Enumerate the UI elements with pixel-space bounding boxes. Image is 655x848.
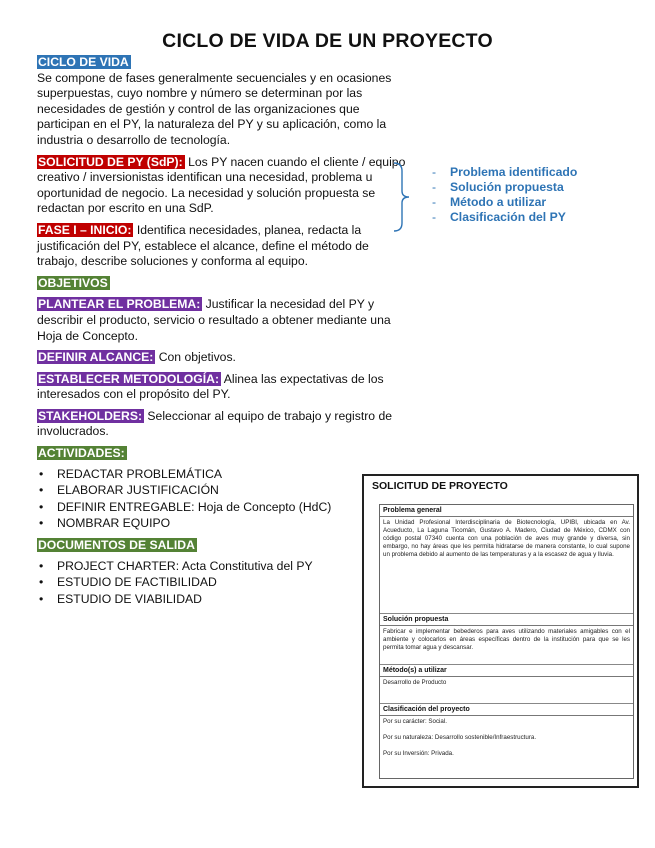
actividades-list	[37, 466, 407, 532]
plantear-text: Justificar la necesidad del PY y describir el producto, servicio o resultado a obtener mediante una Hoja de Concepto.	[37, 297, 391, 343]
alcance-label: DEFINIR ALCANCE:	[38, 350, 154, 365]
solucion-section	[380, 614, 633, 665]
metodo-body: Desarrollo de Producto	[383, 679, 447, 686]
documentos-section	[37, 538, 407, 607]
objetivos-label: OBJETIVOS	[38, 275, 108, 290]
stakeholders-label: STAKEHOLDERS:	[38, 408, 143, 423]
list-item: • ESTUDIO DE FACTIBILIDAD	[37, 574, 407, 591]
stakeholders-text: Seleccionar al equipo de trabajo y registro de involucrados.	[37, 408, 393, 439]
documentos-label: DOCUMENTOS DE SALIDA	[38, 538, 195, 553]
metodo-heading: Método(s) a utilizar	[380, 665, 633, 677]
main-column	[37, 55, 407, 611]
plantear-label: PLANTEAR EL PROBLEMA:	[38, 297, 201, 312]
stakeholders-section	[37, 409, 407, 440]
problema-section	[380, 505, 633, 614]
list-item: • PROJECT CHARTER: Acta Constitutiva del PY	[37, 558, 407, 575]
ciclo-label: CICLO DE VIDA	[38, 55, 129, 69]
ciclo-text: Se compone de fases generalmente secuenciales y en ocasiones superpuestas, cuyo nombre y número se determinan por las necesidades de gestión y control de las organizaciones que participan en el PY, la naturaleza del PY y su aplicación, como la industria o desarrollo de tecnología.	[37, 70, 392, 147]
actividades-label: ACTIVIDADES:	[38, 446, 125, 461]
actividades-section	[37, 446, 407, 532]
alcance-section	[37, 350, 407, 366]
form-title: SOLICITUD DE PROYECTO	[372, 480, 508, 492]
clasif-line: Por su Inversión: Privada.	[383, 750, 454, 758]
list-item: - Solución propuesta	[432, 179, 564, 194]
page-title: CICLO DE VIDA DE UN PROYECTO	[162, 30, 493, 52]
solicitud-form-image	[362, 474, 639, 788]
clasif-section	[380, 704, 633, 778]
alcance-text: Con objetivos.	[155, 350, 236, 365]
list-item: • DEFINIR ENTREGABLE: Hoja de Concepto (HdC)	[37, 499, 407, 516]
problema-heading: Problema general	[380, 505, 633, 517]
objetivos-section	[37, 276, 407, 292]
solucion-heading: Solución propuesta	[380, 614, 633, 626]
clasif-body	[380, 716, 633, 778]
plantear-section	[37, 297, 407, 344]
fase-label: FASE I – INICIO:	[38, 222, 132, 237]
fase-section	[37, 223, 407, 270]
ciclo-section	[37, 55, 407, 149]
solucion-body: Fabricar e implementar bebederos para aves utilizando materiales amigables con el ambiente y colocarlos en áreas específicas dentro de la institución para que se les permita tomar agua y descansar.	[383, 628, 630, 652]
metodologia-text: Alinea las expectativas de los interesados con el propósito del PY.	[37, 371, 384, 402]
clasif-heading: Clasificación del proyecto	[380, 704, 633, 716]
clasif-line: Por su carácter: Social.	[383, 718, 447, 725]
list-item: • ESTUDIO DE VIABILIDAD	[37, 591, 407, 608]
form-table	[379, 504, 634, 779]
list-item: • NOMBRAR EQUIPO	[37, 515, 407, 532]
list-item: - Método a utilizar	[432, 194, 547, 209]
problema-body: La Unidad Profesional Interdisciplinaria de Biotecnología, UPIBI, ubicada en Av. Acueducto, La Laguna Ticomán, Gustavo A. Madero, Ciudad de México, CDMX con código postal 07340 cuenta con una población de aves muy grande y diversa, sin embargo, no hay áreas que les permita hidratarse de manera constante, lo cual supone un problema debido al aumento de las temperaturas y a la escasez de agua y lluvia.	[383, 519, 630, 559]
list-item: • ELABORAR JUSTIFICACIÓN	[37, 482, 407, 499]
clasif-line: Por su naturaleza: Desarrollo sostenible/Infraestructura.	[383, 734, 537, 742]
metodologia-label: ESTABLECER METODOLOGÍA:	[38, 371, 220, 386]
metodo-section	[380, 665, 633, 704]
fase-text: Identifica necesidades, planea, redacta la justificación del PY, establece el alcance, define el método de trabajo, describe soluciones y conforma al equipo.	[37, 222, 369, 269]
solicitud-text: Los PY nacen cuando el cliente / equipo creativo / inversionistas identifican una necesidad, problema u oportunidad de negocio. La necesidad y solución propuesta se redactan por escrito en una SdP.	[37, 154, 406, 216]
sdp-items-list	[432, 165, 577, 225]
solicitud-section	[37, 155, 407, 217]
list-item: - Problema identificado	[432, 165, 578, 179]
list-item: - Clasificación del PY	[432, 209, 566, 224]
curly-brace-icon	[392, 161, 414, 233]
metodologia-section	[37, 372, 407, 403]
documentos-list	[37, 558, 407, 608]
list-item: • REDACTAR PROBLEMÁTICA	[37, 466, 407, 483]
solicitud-label: SOLICITUD DE PY (SdP):	[38, 154, 183, 169]
